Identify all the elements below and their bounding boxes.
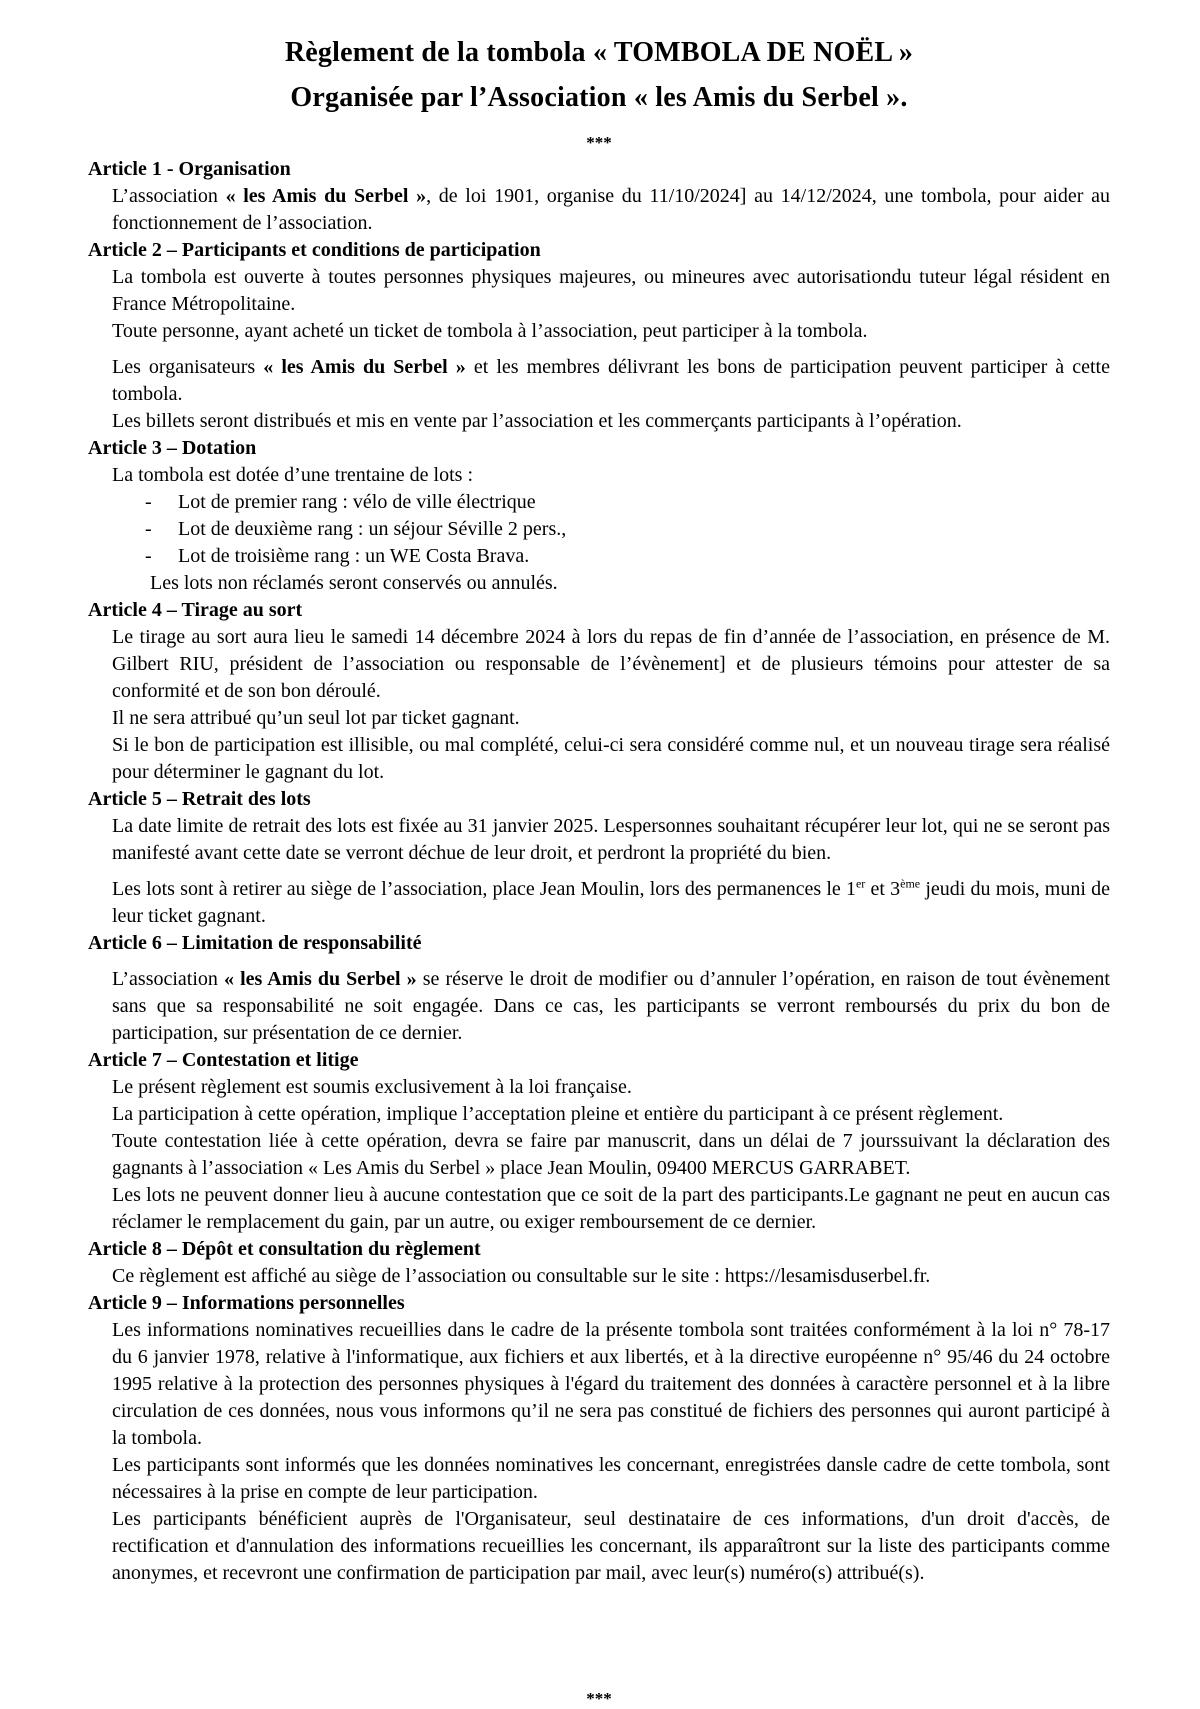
list-item-text: Lot de premier rang : vélo de ville électrique xyxy=(178,491,536,513)
article-heading: Article 3 – Dotation xyxy=(88,437,257,459)
paragraph: Les participants sont informés que les données nominatives les concernant, enregistrées dansle cadre de cette tombola, sont nécessaires à la prise en compte de leur participation. xyxy=(112,1454,1110,1503)
list-item xyxy=(145,543,1110,570)
paragraph: Les lots non réclamés seront conservés ou annulés. xyxy=(150,572,558,594)
list-item-text: Lot de deuxième rang : un séjour Séville 2 pers., xyxy=(178,518,567,540)
paragraph: Les informations nominatives recueillies dans le cadre de la présente tombola sont traitées conformément à la loi n° 78-17 du 6 janvier 1978, relative à l'informatique, aux fichiers et aux libertés, et à la directive européenne n° 95/46 du 24 octobre 1995 relative à la protection des personnes physiques à l'égard du traitement des données à caractère personnel et à la libre circulation de ces données, nous vous informons qu’il ne sera pas constitué de fichiers des personnes qui auront participé à la tombola. xyxy=(112,1319,1110,1449)
article-section xyxy=(88,237,1110,435)
paragraph: La date limite de retrait des lots est fixée au 31 janvier 2025. Lespersonnes souhaitant récupérer leur lot, qui ne se seront pas manifesté avant cette date se verront déchue de leur droit, et perdront la propriété du bien. xyxy=(112,815,1110,864)
paragraph: Les lots sont à retirer au siège de l’association, place Jean Moulin, lors des permanences le 1er et 3ème jeudi du mois, muni de leur ticket gagnant. xyxy=(112,876,1110,927)
article-section xyxy=(88,1290,1110,1587)
paragraph: Le tirage au sort aura lieu le samedi 14 décembre 2024 à lors du repas de fin d’année de l’association, en présence de M. Gilbert RIU, président de l’association ou responsable de l’évènement] et de plusieurs témoins pour attester de sa conformité et de son bon déroulé. xyxy=(112,626,1110,702)
article-section xyxy=(88,597,1110,786)
article-heading: Article 7 – Contestation et litige xyxy=(88,1049,359,1071)
article-heading: Article 1 - Organisation xyxy=(88,158,291,180)
paragraph: L’association « les Amis du Serbel » se réserve le droit de modifier ou d’annuler l’opération, en raison de tout évènement sans que sa responsabilité ne soit engagée. Dans ce cas, les participants se verront remboursés du prix du bon de participation, sur présentation de ce dernier. xyxy=(112,968,1110,1044)
separator-bottom: *** xyxy=(586,1689,612,1708)
paragraph: Les billets seront distribués et mis en vente par l’association et les commerçants participants à l’opération. xyxy=(112,410,962,432)
article-heading: Article 8 – Dépôt et consultation du règlement xyxy=(88,1238,481,1260)
list-dash: - xyxy=(145,491,152,513)
list-item xyxy=(145,489,1110,516)
paragraph: Ce règlement est affiché au siège de l’association ou consultable sur le site : https://lesamisduserbel.fr. xyxy=(112,1265,931,1287)
paragraph: Le présent règlement est soumis exclusivement à la loi française. xyxy=(112,1076,632,1098)
paragraph: Les lots ne peuvent donner lieu à aucune contestation que ce soit de la part des participants.Le gagnant ne peut en aucun cas réclamer le remplacement du gain, par un autre, ou exiger remboursement de ce dernier. xyxy=(112,1184,1110,1233)
paragraph: Il ne sera attribué qu’un seul lot par ticket gagnant. xyxy=(112,707,520,729)
article-section xyxy=(88,156,1110,237)
paragraph: Toute contestation liée à cette opération, devra se faire par manuscrit, dans un délai de 7 jourssuivant la déclaration des gagnants à l’association « Les Amis du Serbel » place Jean Moulin, 09400 MERCUS GARRABET. xyxy=(112,1130,1110,1179)
separator-top: *** xyxy=(586,133,612,152)
paragraph: Les participants bénéficient auprès de l'Organisateur, seul destinataire de ces informations, d'un droit d'accès, de rectification et d'annulation des informations recueillies les concernant, ils apparaîtront sur la liste des participants comme anonymes, et recevront une confirmation de participation par mail, avec leur(s) numéro(s) attribué(s). xyxy=(112,1508,1110,1584)
article-section xyxy=(88,930,1110,1047)
list-item-text: Lot de troisième rang : un WE Costa Brava. xyxy=(178,545,530,567)
document-title-line2: Organisée par l’Association « les Amis du Serbel ». xyxy=(290,82,908,113)
document-title-line1: Règlement de la tombola « TOMBOLA DE NOËL » xyxy=(284,37,914,68)
article-heading: Article 6 – Limitation de responsabilité xyxy=(88,932,422,954)
articles-container xyxy=(88,156,1110,1587)
paragraph: La participation à cette opération, implique l’acceptation pleine et entière du participant à ce présent règlement. xyxy=(112,1103,1004,1125)
article-section xyxy=(88,786,1110,930)
list-dash: - xyxy=(145,545,152,567)
list-item xyxy=(145,516,1110,543)
list-dash: - xyxy=(145,518,152,540)
article-section xyxy=(88,435,1110,597)
article-heading: Article 4 – Tirage au sort xyxy=(88,599,303,621)
paragraph: La tombola est dotée d’une trentaine de lots : xyxy=(112,464,473,486)
article-section xyxy=(88,1236,1110,1290)
article-heading: Article 2 – Participants et conditions de participation xyxy=(88,239,541,261)
paragraph: Toute personne, ayant acheté un ticket de tombola à l’association, peut participer à la tombola. xyxy=(112,320,868,342)
paragraph: Les organisateurs « les Amis du Serbel » et les membres délivrant les bons de participation peuvent participer à cette tombola. xyxy=(112,356,1110,405)
article-heading: Article 5 – Retrait des lots xyxy=(88,788,311,810)
paragraph: La tombola est ouverte à toutes personnes physiques majeures, ou mineures avec autorisationdu tuteur légal résident en France Métropolitaine. xyxy=(112,266,1110,315)
paragraph: L’association « les Amis du Serbel », de loi 1901, organise du 11/10/2024] au 14/12/2024, une tombola, pour aider au fonctionnement de l’association. xyxy=(112,185,1110,234)
paragraph: Si le bon de participation est illisible, ou mal complété, celui-ci sera considéré comme nul, et un nouveau tirage sera réalisé pour déterminer le gagnant du lot. xyxy=(112,734,1110,783)
article-heading: Article 9 – Informations personnelles xyxy=(88,1292,405,1314)
article-section xyxy=(88,1047,1110,1236)
